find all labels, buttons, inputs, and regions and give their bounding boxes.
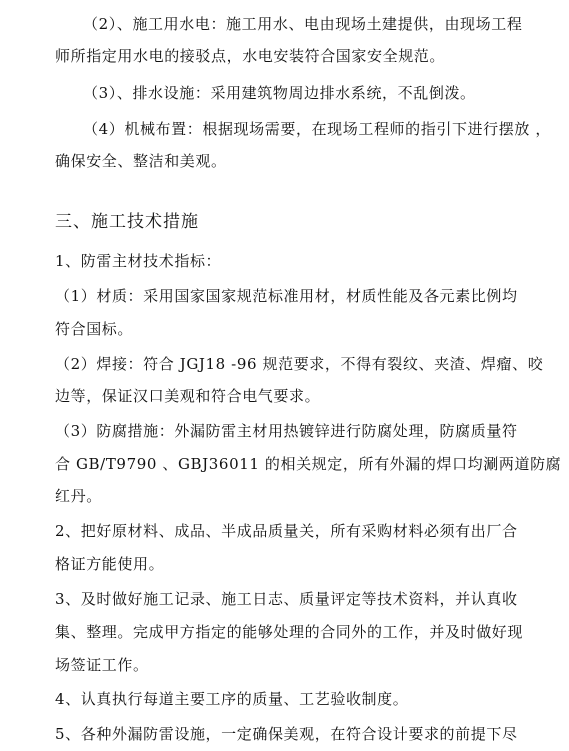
paragraph-line: 5、各种外漏防雷设施，一定确保美观，在符合设计要求的前提下尽 bbox=[55, 725, 518, 743]
paragraph-line: 师所指定用水电的接驳点，水电安装符合国家安全规范。 bbox=[55, 47, 446, 65]
paragraph-line: （3）防腐措施：外漏防雷主材用热镀锌进行防腐处理，防腐质量符 bbox=[55, 422, 518, 440]
paragraph-line: 1、防雷主材技术指标： bbox=[55, 252, 222, 270]
paragraph-line: （1）材质：采用国家国家规范标准用材，材质性能及各元素比例均 bbox=[55, 287, 518, 305]
paragraph-line: 集、整理。完成甲方指定的能够处理的合同外的工作，并及时做好现 bbox=[55, 623, 524, 641]
paragraph-line: 2、把好原材料、成品、半成品质量关，所有采购材料必须有出厂合 bbox=[55, 522, 518, 540]
section-heading: 三、施工技术措施 bbox=[55, 212, 199, 232]
paragraph-line: 格证方能使用。 bbox=[55, 555, 165, 573]
paragraph-line: 3、及时做好施工记录、施工日志、质量评定等技术资料，并认真收 bbox=[55, 590, 518, 608]
paragraph-line: （2）、施工用水电：施工用水、电由现场土建提供，由现场工程 bbox=[83, 15, 523, 33]
paragraph-line: （2）焊接：符合 JGJ18 -96 规范要求，不得有裂纹、夹渣、焊瘤、咬 bbox=[55, 355, 544, 373]
paragraph-line: 场签证工作。 bbox=[55, 656, 149, 674]
paragraph-line: 边等，保证汉口美观和符合电气要求。 bbox=[55, 387, 321, 405]
paragraph-line: 合 GB/T9790 、GBJ36011 的相关规定，所有外漏的焊口均涮两道防腐 bbox=[55, 455, 562, 473]
paragraph-line: 符合国标。 bbox=[55, 320, 134, 338]
paragraph-line: 4、认真执行每道主要工序的质量、工艺验收制度。 bbox=[55, 690, 409, 708]
paragraph-line: 确保安全、整洁和美观。 bbox=[55, 152, 227, 170]
paragraph-line: （4）机械布置：根据现场需要，在现场工程师的指引下进行摆放 ， bbox=[83, 120, 551, 138]
paragraph-line: 红丹。 bbox=[55, 487, 102, 505]
paragraph-line: （3）、排水设施：采用建筑物周边排水系统，不乱倒泼。 bbox=[83, 84, 476, 102]
